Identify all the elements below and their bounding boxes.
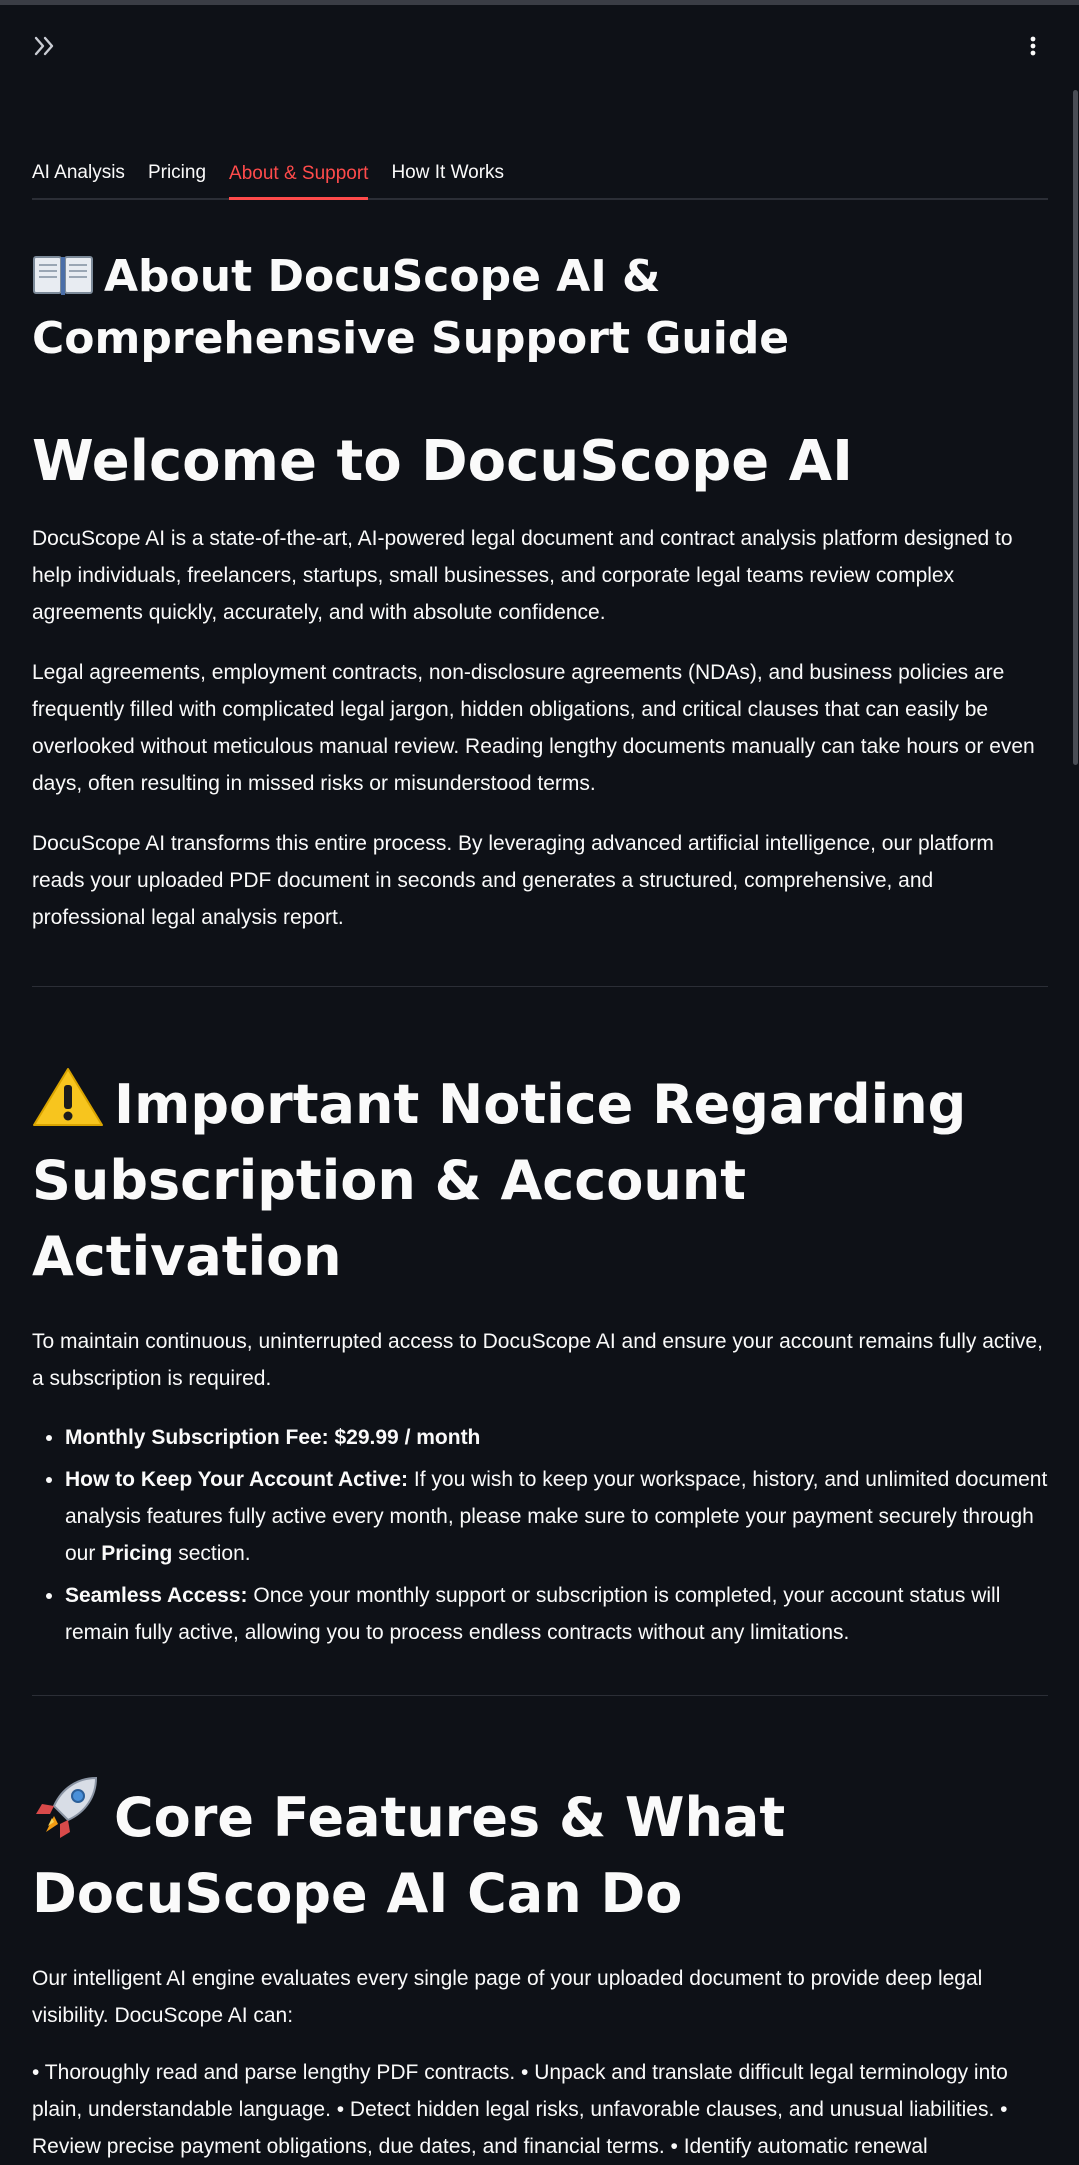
top-border: [0, 0, 1079, 5]
welcome-paragraph-2: Legal agreements, employment contracts, non-disclosure agreements (NDAs), and business policies are frequently filled with complicated legal jargon, hidden obligations, and critical clauses that can easily be overlooked without meticulous manual review. Reading lengthy documents manually can take hours or even days, often resulting in missed risks or misunderstood terms.: [32, 661, 1035, 795]
warning-icon: [32, 1065, 104, 1129]
tab-how-it-works[interactable]: How It Works: [391, 162, 505, 183]
main-content: [32, 150, 1048, 2165]
list-item: [65, 1461, 1048, 1572]
notice-heading: [32, 1065, 1048, 1295]
tab-pricing[interactable]: Pricing: [147, 162, 207, 183]
list-item: [65, 1419, 1048, 1456]
vertical-ellipsis-icon[interactable]: [1025, 30, 1041, 62]
pricing-reference: Pricing: [101, 1542, 173, 1565]
welcome-paragraph-1: DocuScope AI is a state-of-the-art, AI-powered legal document and contract analysis platform designed to help individuals, freelancers, startups, small businesses, and corporate legal teams review complex agreements quickly, accurately, and with absolute confidence.: [32, 527, 1013, 624]
features-intro: Our intelligent AI engine evaluates every single page of your uploaded document to provide deep legal visibility. DocuScope AI can:: [32, 1967, 983, 2027]
divider-1: [32, 986, 1048, 987]
welcome-heading: Welcome to DocuScope AI: [32, 429, 853, 494]
notice-title: Important Notice Regarding Subscription & Account Activation: [32, 1073, 967, 1288]
about-title: About DocuScope AI & Comprehensive Support Guide: [32, 251, 790, 364]
tab-about-support[interactable]: About & Support: [229, 163, 368, 200]
tab-bar: [32, 150, 1048, 200]
divider-2: [32, 1695, 1048, 1696]
tab-ai-analysis[interactable]: AI Analysis: [32, 162, 125, 183]
double-chevron-right-icon[interactable]: [30, 30, 62, 62]
about-heading: [32, 246, 1048, 370]
list-item-text: Once your monthly support or subscription is completed, your account status will remain fully active, allowing you to process endless contracts without any limitations.: [65, 1584, 1001, 1644]
notice-list: [32, 1419, 1048, 1651]
list-item-text: If you wish to keep your workspace, history, and unlimited document analysis features fully active every month, please make sure to complete your payment securely through our: [65, 1468, 1048, 1565]
notice-intro: To maintain continuous, uninterrupted access to DocuScope AI and ensure your account remains fully active, a subscription is required.: [32, 1330, 1043, 1390]
features-title: Core Features & What DocuScope AI Can Do: [32, 1786, 786, 1925]
rocket-icon: [32, 1774, 104, 1842]
features-list: • Thoroughly read and parse lengthy PDF contracts. • Unpack and translate difficult legal terminology into plain, understandable language. • Detect hidden legal risks, unfavorable clauses, and unusual liabilities. • Review precise payment obligations, due dates, and financial terms. • Identify automatic renewal: [32, 2061, 1008, 2158]
scrollbar[interactable]: [1073, 90, 1078, 765]
list-item-text-end: section.: [172, 1542, 251, 1565]
list-item-title: How to Keep Your Account Active:: [65, 1468, 409, 1491]
list-item: [65, 1577, 1048, 1651]
welcome-paragraph-3: DocuScope AI transforms this entire process. By leveraging advanced artificial intelligence, our platform reads your uploaded PDF document in seconds and generates a structured, comprehensive, and professional legal analysis report.: [32, 832, 994, 929]
features-heading: [32, 1774, 1048, 1932]
list-item-title: Seamless Access:: [65, 1584, 248, 1607]
subscription-fee: Monthly Subscription Fee: $29.99 / month: [65, 1426, 481, 1449]
open-book-icon: [32, 253, 94, 297]
